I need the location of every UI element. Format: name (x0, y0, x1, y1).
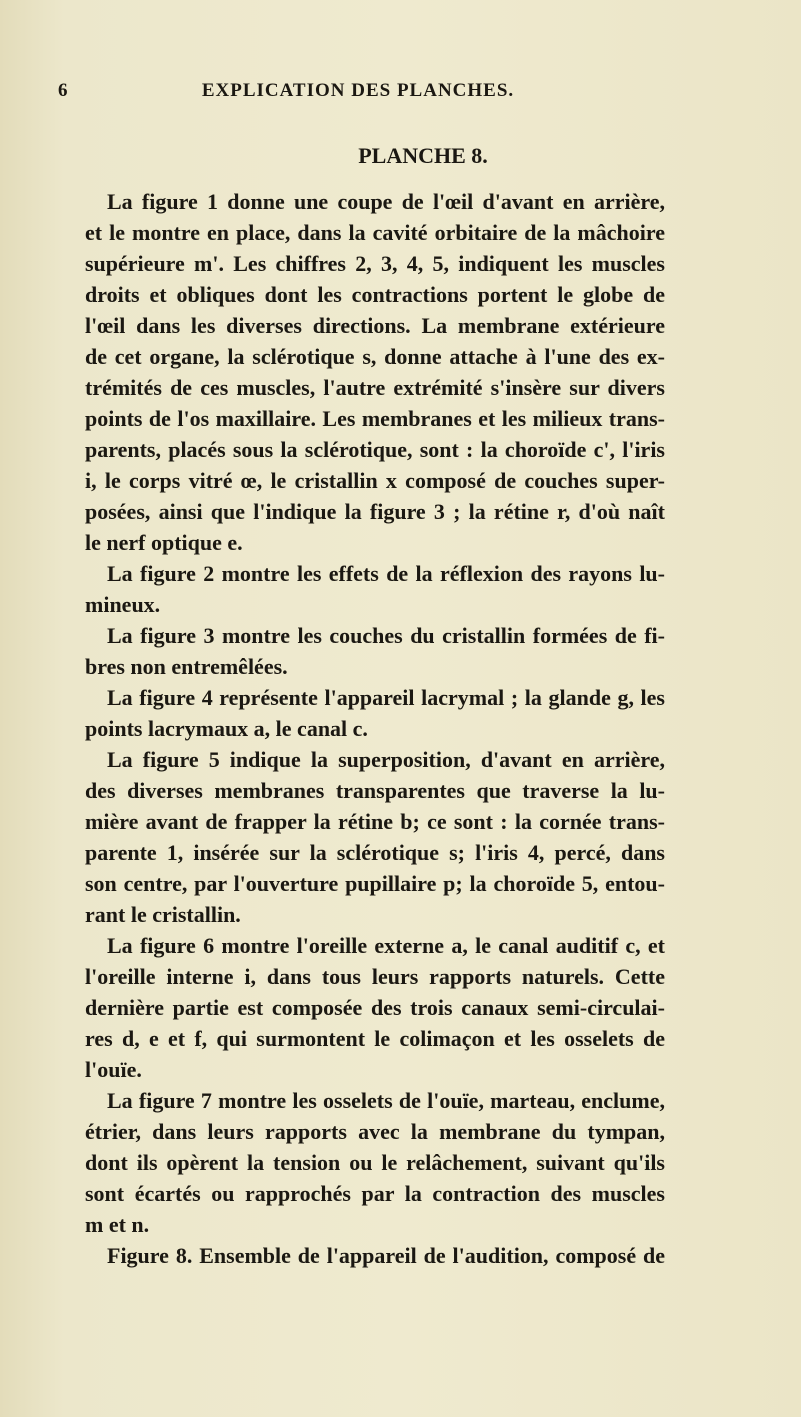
text-line: le nerf optique e. (85, 530, 243, 555)
text-line: sont écartés ou rapprochés par la contraction des muscles (85, 1181, 665, 1206)
text-line: mière avant de frapper la rétine b; ce sont : la cornée trans- (85, 809, 665, 834)
text-line: La figure 3 montre les couches du cristallin formées de fi- (107, 623, 665, 648)
plate-title: PLANCHE 8. (358, 143, 488, 168)
text-line: points lacrymaux a, le canal c. (85, 716, 368, 741)
text-line: rant le cristallin. (85, 902, 241, 927)
text-line: l'oreille interne i, dans tous leurs rapports naturels. Cette (85, 964, 665, 989)
text-line: de cet organe, la sclérotique s, donne attache à l'une des ex- (85, 344, 665, 369)
text-line: points de l'os maxillaire. Les membranes et les milieux trans- (85, 406, 665, 431)
text-line: posées, ainsi que l'indique la figure 3 ; la rétine r, d'où naît (85, 499, 665, 524)
text-line: La figure 5 indique la superposition, d'avant en arrière, (107, 747, 665, 772)
body-text (85, 186, 665, 1271)
text-line: droits et obliques dont les contractions portent le globe de (85, 282, 665, 307)
text-line: bres non entremêlées. (85, 654, 288, 679)
page-number: 6 (58, 80, 69, 101)
text-line: et le montre en place, dans la cavité orbitaire de la mâchoire (85, 220, 665, 245)
text-line: La figure 4 représente l'appareil lacrymal ; la glande g, les (107, 685, 665, 710)
text-line: étrier, dans leurs rapports avec la membrane du tympan, (85, 1119, 665, 1144)
text-line: i, le corps vitré œ, le cristallin x composé de couches super- (85, 468, 665, 493)
text-line: l'ouïe. (85, 1057, 142, 1082)
page-header (58, 80, 618, 106)
text-line: m et n. (85, 1212, 150, 1237)
text-line: parents, placés sous la sclérotique, sont : la choroïde c', l'iris (85, 437, 665, 462)
text-line: l'œil dans les diverses directions. La membrane extérieure (85, 313, 665, 338)
text-line: des diverses membranes transparentes que traverse la lu- (85, 778, 665, 803)
text-line: res d, e et f, qui surmontent le colimaçon et les osselets de (85, 1026, 665, 1051)
running-title: EXPLICATION DES PLANCHES. (201, 80, 515, 101)
text-line: La figure 2 montre les effets de la réflexion des rayons lu- (107, 561, 665, 586)
text-line: dernière partie est composée des trois canaux semi-circulai- (85, 995, 665, 1020)
text-line: trémités de ces muscles, l'autre extrémité s'insère sur divers (85, 375, 665, 400)
text-line: La figure 7 montre les osselets de l'ouïe, marteau, enclume, (107, 1088, 665, 1113)
text-line: dont ils opèrent la tension ou le relâchement, suivant qu'ils (85, 1150, 665, 1175)
text-line: La figure 6 montre l'oreille externe a, le canal auditif c, et (107, 933, 665, 958)
text-line: son centre, par l'ouverture pupillaire p; la choroïde 5, entou- (85, 871, 665, 896)
text-line: supérieure m'. Les chiffres 2, 3, 4, 5, indiquent les muscles (85, 251, 665, 276)
text-line: mineux. (85, 592, 161, 617)
text-line: parente 1, insérée sur la sclérotique s; l'iris 4, percé, dans (85, 840, 665, 865)
text-line: Figure 8. Ensemble de l'appareil de l'audition, composé de (107, 1243, 665, 1268)
text-line: La figure 1 donne une coupe de l'œil d'avant en arrière, (107, 189, 665, 214)
